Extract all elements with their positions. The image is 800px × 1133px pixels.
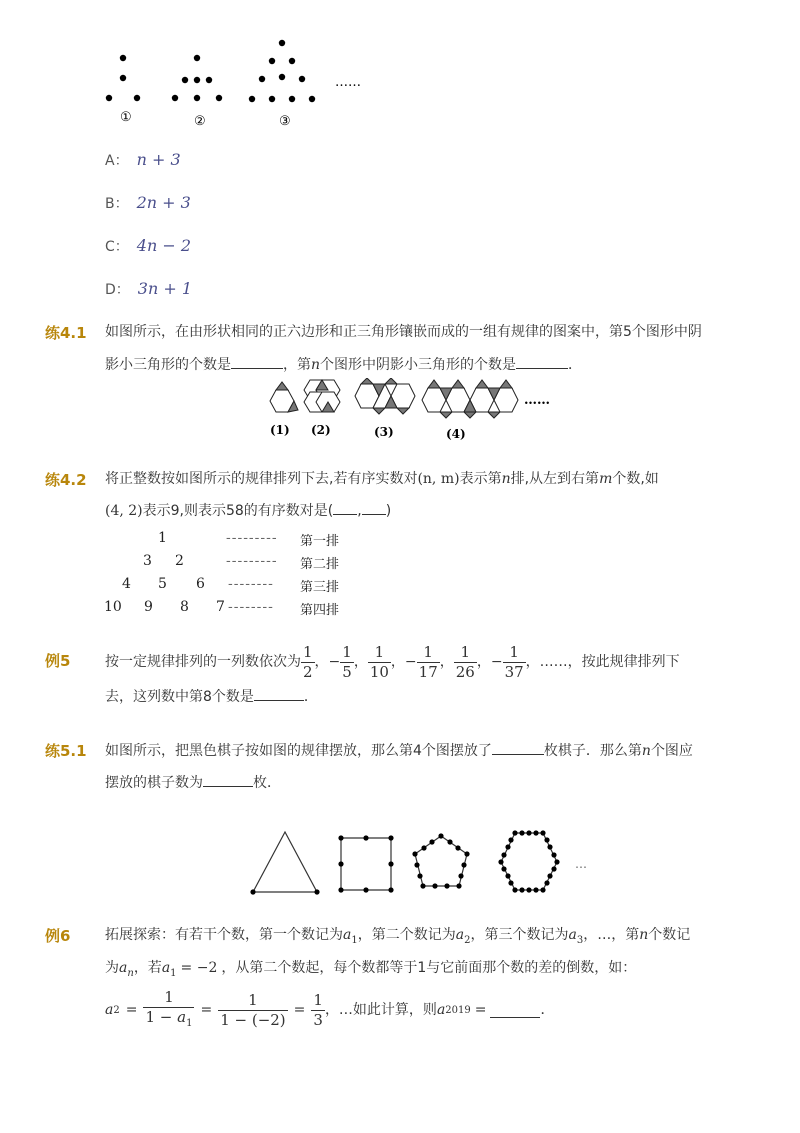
number-triangle: [100, 530, 360, 620]
row2-label: 第二排: [300, 557, 340, 572]
problem-4-1-line2: 影小三角形的个数是 ，第n个图形中阴影小三角形的个数是 ．: [105, 354, 582, 375]
dot: [216, 95, 222, 101]
dot: [182, 77, 188, 83]
problem-5-line1: 按一定规律排列的一列数依次为 $\frac{1}{2}$ ， − $\frac{1}{5}$ ， $\frac{1}{10}$ ， − $\frac{1}{17}$ ， $\frac{1}{26}$ ， − $\frac{1}{37}$ ，……，按此规律排列下: [105, 642, 680, 681]
fraction-term: $\frac{1}{5}$: [342, 642, 352, 681]
dot: [172, 95, 178, 101]
dot: [289, 58, 295, 64]
problem-4-1-line1: 如图所示，在由形状相同的正六边形和正三角形镶嵌而成的一组有规律的图案中，第5个图形中阴: [105, 324, 702, 340]
option-b[interactable]: B： 2n + 3: [105, 193, 191, 212]
row1-label: 第一排: [300, 534, 340, 549]
fraction-term: $\frac{1}{26}$: [455, 642, 475, 681]
dot: [106, 95, 112, 101]
row3-label: 第三排: [300, 580, 340, 595]
tessellation-label-3: (3): [374, 425, 394, 439]
row4-num: 8: [180, 599, 189, 615]
dot: [194, 55, 200, 61]
fraction-result: $\frac{1}{3}$: [313, 990, 323, 1029]
dot: [249, 96, 255, 102]
problem-label-4-1: 练4.1: [45, 324, 87, 342]
problem-label-5: 例5: [45, 652, 71, 670]
figure-label-1: ①: [120, 110, 132, 125]
dot: [120, 75, 126, 81]
chess-piece-polygons-figure: [245, 828, 595, 900]
row2-num: 3: [143, 553, 152, 569]
fraction-a2: $\frac{1}{1 - a_1}$: [145, 987, 193, 1029]
dot: [120, 55, 126, 61]
row3-num: 4: [122, 576, 131, 592]
problem-5-line2: 去，这列数中第8个数是 ．: [105, 686, 318, 707]
tessellation-ellipsis: ……: [524, 393, 550, 408]
row3-dashes: --------: [228, 576, 274, 592]
row4-dashes: --------: [228, 599, 274, 615]
answer-blank[interactable]: [362, 500, 386, 515]
option-d[interactable]: D： 3n + 1: [105, 279, 193, 298]
tessellation-label-1: (1): [270, 423, 290, 437]
problem-label-5-1: 练5.1: [45, 742, 87, 760]
row4-num: 10: [104, 599, 122, 615]
dot-pattern-figure: [95, 35, 385, 130]
answer-blank[interactable]: [490, 1003, 540, 1018]
answer-blank[interactable]: [231, 354, 283, 369]
dot: [309, 96, 315, 102]
row3-num: 5: [158, 576, 167, 592]
dot: [259, 76, 265, 82]
dot: [206, 77, 212, 83]
dot: [194, 95, 200, 101]
fraction-term: $\frac{1}{37}$: [504, 642, 524, 681]
answer-blank[interactable]: [203, 772, 253, 787]
row1-num: 1: [158, 530, 167, 546]
problem-5-1-line1: 如图所示，把黑色棋子按如图的规律摆放，那么第4个图摆放了 枚棋子．那么第n个图应: [105, 740, 693, 761]
dot: [269, 58, 275, 64]
fraction-term: $\frac{1}{10}$: [369, 642, 389, 681]
answer-blank[interactable]: [516, 354, 568, 369]
row3-num: 6: [196, 576, 205, 592]
dot: [269, 96, 275, 102]
problem-5-1-line2: 摆放的棋子数为 枚．: [105, 772, 281, 793]
hexagon-tessellation-figure: [262, 378, 562, 446]
problem-label-6: 例6: [45, 927, 71, 945]
fraction-substituted: $\frac{1}{1 - (-2)}$: [220, 990, 286, 1029]
problem-6-line3: a 2 = $\frac{1}{1 - a_1}$ = $\frac{1}{1 - (-2)}$ = $\frac{1}{3}$ ，…如此计算，则 a 2019 = ．: [105, 985, 554, 1035]
dot: [134, 95, 140, 101]
dot: [279, 74, 285, 80]
fraction-term: $\frac{1}{2}$: [303, 642, 313, 681]
answer-blank[interactable]: [254, 686, 304, 701]
row1-dashes: ---------: [226, 530, 278, 546]
dot: [289, 96, 295, 102]
answer-blank[interactable]: [333, 500, 357, 515]
row4-label: 第四排: [300, 603, 340, 618]
option-a[interactable]: A： n + 3: [105, 150, 181, 169]
row4-num: 7: [216, 599, 225, 615]
tessellation-label-2: (2): [311, 423, 331, 437]
problem-label-4-2: 练4.2: [45, 471, 87, 489]
problem-4-2-line1: 将正整数按如图所示的规律排列下去,若有序实数对(n, m)表示第n排,从左到右第m个数,如: [105, 471, 659, 487]
problem-6-line1: 拓展探索：有若干个数，第一个数记为$a_1$，第二个数记为$a_2$，第三个数记为$a_3$，…，第n个数记: [105, 927, 691, 946]
tessellation-label-4: (4): [446, 427, 466, 441]
answer-blank[interactable]: [492, 740, 544, 755]
fraction-term: $\frac{1}{17}$: [418, 642, 438, 681]
dot: [279, 40, 285, 46]
row2-num: 2: [175, 553, 184, 569]
figure-label-3: ③: [279, 114, 291, 129]
figure-ellipsis: ……: [335, 75, 361, 90]
problem-4-2-line2: (4, 2)表示9,则表示58的有序数对是( , ): [105, 500, 391, 521]
problem-6-line2: 为$a_n$，若$a_1 = -2$ ，从第二个数起，每个数都等于1与它前面那个数的差的倒数，如：: [105, 960, 637, 979]
figure-label-2: ②: [194, 114, 206, 129]
dot: [299, 76, 305, 82]
row4-num: 9: [144, 599, 153, 615]
option-c[interactable]: C： 4n − 2: [105, 236, 192, 255]
row2-dashes: ---------: [226, 553, 278, 569]
polygon-ellipsis: …: [575, 857, 587, 871]
dot: [194, 77, 200, 83]
